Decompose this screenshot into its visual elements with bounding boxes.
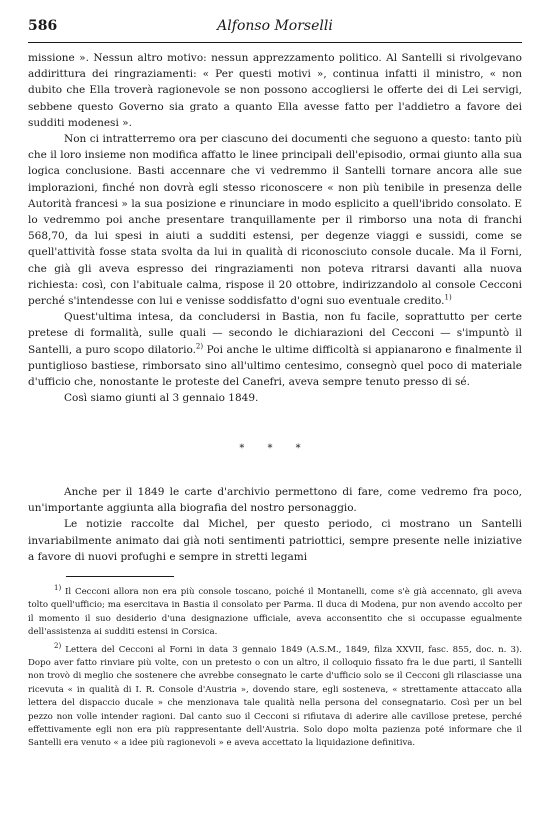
footnote-rule bbox=[66, 576, 174, 577]
main-text bbox=[28, 50, 522, 406]
paragraph-5: Anche per il 1849 le carte d'archivio permettono di fare, come vedremo fra poco, un'importante aggiunta alla biografia del nostro personaggio. bbox=[28, 486, 522, 515]
paragraph-3-text-a: Quest'ultima intesa, da concludersi in Bastia, non fu facile, soprattutto per certe pretese di formalità, sulle quali — secondo le dichiarazioni del Cecconi — s'impuntò il Santelli, a puro scopo dilatorio. bbox=[28, 311, 522, 356]
footnote-ref-2: 2) bbox=[195, 342, 204, 351]
running-head: Alfonso Morselli bbox=[217, 18, 333, 34]
paragraph-2 bbox=[28, 131, 522, 309]
footnote-2-text: Lettera del Cecconi al Forni in data 3 gennaio 1849 (A.S.M., 1849, filza XXVII, fasc. 855, doc. n. 3). Dopo aver fatto rinviare più volte, con un pretesto o con un altro, il colloquio fissato fra le due parti, il Santelli non trovò di meglio che sostenere che avrebbe consegnato le carte d'ufficio solo se il Cecconi gli rilasciasse una ricevuta « in qualità di I. R. Console d'Austria », dovendo stare, egli sosteneva, « strettamente attaccato alla lettera del dispaccio ducale » che menzionava tale qualità nella persona del consegnatario. Così per un bel pezzo non volle intender ragioni. Dal canto suo il Cecconi si rifiutava di aderire alle cavillose pretese, perché effettivamente egli non era più rappresentante dell'Austria. Solo dopo molta pazienza poté informare che il Santelli era venuto « a idee più ragionevoli » e aveva accettato la liquidazione definitiva. bbox=[28, 644, 522, 749]
paragraph-2-text: Non ci intratterremo ora per ciascuno dei documenti che seguono a questo: tanto più che il loro insieme non modifica affatto le linee principali dell'episodio, ormai giunto alla sua logica conclusione. Basti accennare che vi vedremmo il Santelli tornare ancora alle sue implorazioni, finché non dovrà egli stesso riconoscere « non più tenibile in presenza delle Autorità francesi » la sua posizione e rinunciare in modo esplicito a quell'ibrido consolato. E lo vedremmo poi anche presentare tranquillamente per il rimborso una nota di franchi 568,70, da lui spesi in aiuti a sudditi estensi, per degenze viaggi e sussidi, come se quell'attività fosse stata svolta da lui in qualità di riconosciuto console ducale. Ma il Forni, che già gli aveva espresso dei ringraziamenti non poteva ritrarsi davanti alla nuova richiesta: così, con l'abituale calma, rispose il 20 ottobre, indirizzandolo al console Cecconi perché s'intendesse con lui e venisse soddisfatto d'ogni suo eventuale credito. bbox=[28, 133, 522, 308]
footnotes bbox=[28, 586, 522, 751]
header-rule bbox=[28, 42, 522, 43]
footnote-1-text: Il Cecconi allora non era più console toscano, poiché il Montanelli, come s'è già accennato, gli aveva tolto quell'ufficio; ma esercitava in Bastia il consolato per Parma. Il duca di Modena, pur non avendo accolto per il momento il suo desiderio d'una designazione ufficiale, aveva acconsentito che si occupasse egualmente dell'assistenza ai sudditi estensi in Corsica. bbox=[28, 587, 522, 638]
footnote-1-mark: 1) bbox=[54, 584, 62, 593]
paragraph-1: missione ». Nessun altro motivo: nessun apprezzamento politico. Al Santelli si rivolgevano addirittura dei ringraziamenti: « Per questi motivi », continua infatti il ministro, « non dubito che Ella troverà ragionevole se non possono accogliersi le offerte dei di Lei servigi, sebbene questo Governo sia grato a quanto Ella avesse fatto per l'addietro a favore dei sudditi modenesi ». bbox=[28, 52, 522, 129]
page-header bbox=[28, 18, 522, 40]
paragraph-3-text-b: Poi anche le ultime difficoltà si appianarono e finalmente il puntiglioso bastiese, rimborsato sino all'ultimo centesimo, consegnò quel poco di materiale d'ufficio che, nonostante le proteste del Canefri, aveva sempre tenuto presso di sé. bbox=[28, 343, 522, 389]
section-separator: * * * bbox=[239, 443, 311, 454]
footnote-1 bbox=[28, 586, 522, 640]
main-text-continued bbox=[28, 484, 522, 565]
paragraph-4: Così siamo giunti al 3 gennaio 1849. bbox=[64, 392, 259, 405]
footnote-ref-1: 1) bbox=[444, 293, 452, 302]
page-number: 586 bbox=[28, 18, 58, 34]
footnote-2 bbox=[28, 641, 522, 751]
paragraph-3 bbox=[28, 309, 522, 390]
footnote-2-mark: 2) bbox=[54, 641, 62, 650]
paragraph-6: Le notizie raccolte dal Michel, per questo periodo, ci mostrano un Santelli invariabilmente animato dai già noti sentimenti patriottici, sempre presente nelle iniziative a favore di nuovi profughi e sempre in stretti legami bbox=[28, 518, 522, 563]
